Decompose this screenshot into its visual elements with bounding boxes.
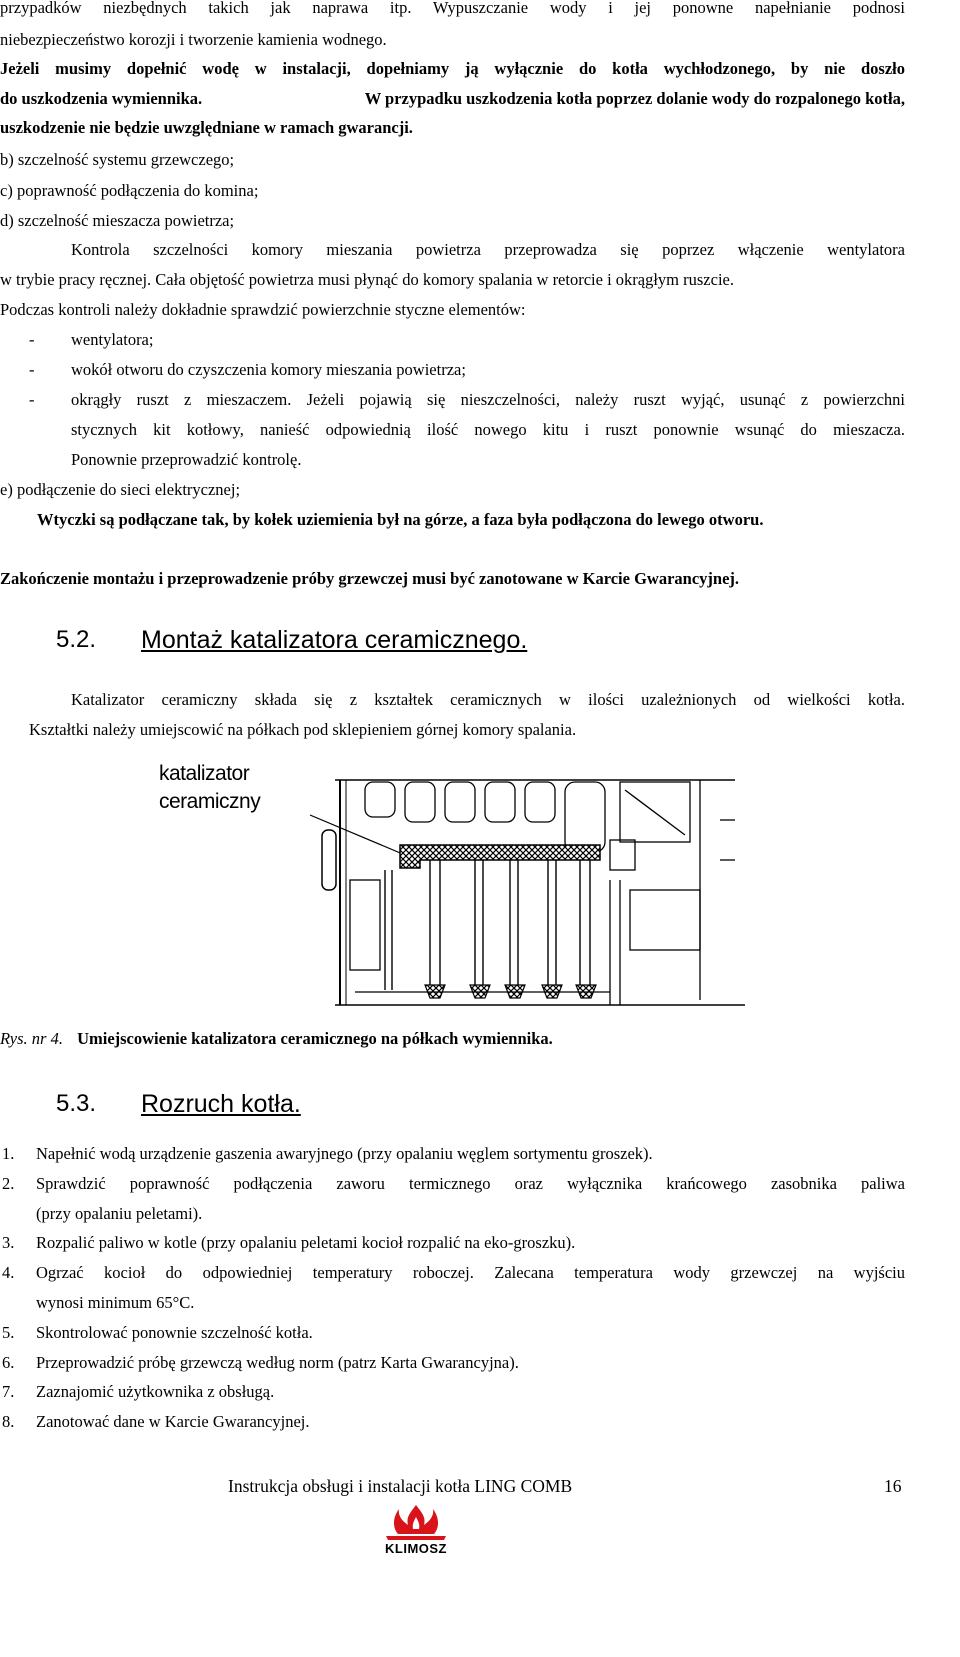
- bold-warning-part: W przypadku uszkodzenia kotła poprzez dolanie wody do rozpalonego kotła,: [364, 89, 905, 108]
- step-text: wynosi minimum 65°C.: [36, 1293, 195, 1312]
- step-text: Sprawdzić poprawność podłączenia zaworu termicznego oraz wyłącznika krańcowego zasobnika paliwa: [36, 1173, 905, 1193]
- step-number: 1.: [2, 1144, 15, 1163]
- step-number: 4.: [2, 1263, 15, 1283]
- step-text: (przy opalaniu peletami).: [36, 1203, 203, 1223]
- bold-warning-line: uszkodzenie nie będzie uwzględniane w ramach gwarancji.: [0, 118, 413, 137]
- section-title: Montaż katalizatora ceramicznego.: [141, 626, 528, 654]
- step-text: Ogrzać kocioł do odpowiedniej temperatury roboczej. Zalecana temperatura wody grzewczej na wyjściu: [36, 1263, 905, 1283]
- dash-marker: -: [29, 330, 35, 349]
- dash-item: wokół otworu do czyszczenia komory mieszania powietrza;: [71, 360, 466, 379]
- bold-warning-line: Jeżeli musimy dopełnić wodę w instalacji, dopełniamy ją wyłącznie do kotła wychłodzonego, by nie doszło: [0, 59, 905, 78]
- logo-text: KLIMOSZ: [385, 1541, 447, 1556]
- text-line: niebezpieczeństwo korozji i tworzenie kamienia wodnego.: [0, 30, 387, 49]
- paragraph-line: w trybie pracy ręcznej. Cała objętość powietrza musi płynąć do komory spalania w retorcie i okrągłym ruszcie.: [0, 270, 734, 289]
- step-number: 5.: [2, 1322, 15, 1342]
- text-line: przypadków niezbędnych takich jak naprawa itp. Wypuszczanie wody i jej ponowne napełnianie podnosi: [0, 0, 905, 17]
- step-number: 3.: [2, 1233, 15, 1253]
- step-text: Przeprowadzić próbę grzewczą według norm (patrz Karta Gwarancyjna).: [36, 1352, 519, 1372]
- figure-label: ceramiczny: [159, 790, 261, 813]
- plug-note: Wtyczki są podłączane tak, by kołek uziemienia był na górze, a faza była podłączona do lewego otworu.: [37, 510, 764, 529]
- footer-title: Instrukcja obsługi i instalacji kotła LING COMB: [228, 1476, 573, 1496]
- figure-label: katalizator: [159, 762, 250, 785]
- dash-item: Ponownie przeprowadzić kontrolę.: [71, 450, 302, 469]
- dash-item: okrągły ruszt z mieszaczem. Jeżeli pojawią się nieszczelności, należy ruszt wyjąć, usunąć z powierzchni: [71, 390, 905, 409]
- bold-warning-part: do uszkodzenia wymiennika.: [0, 89, 203, 108]
- dash-item: stycznych kit kotłowy, nanieść odpowiednią ilość nowego kitu i ruszt ponownie wsunąć do mieszacza.: [71, 420, 905, 439]
- section-number: 5.2.: [56, 626, 97, 653]
- paragraph-line: Podczas kontroli należy dokładnie sprawdzić powierzchnie styczne elementów:: [0, 300, 526, 319]
- flame-icon: [376, 1503, 456, 1543]
- step-text: Zanotować dane w Karcie Gwarancyjnej.: [36, 1412, 310, 1432]
- check-item-d: d) szczelność mieszacza powietrza;: [0, 211, 235, 230]
- bold-warning-line: [0, 89, 905, 109]
- step-number: 6.: [2, 1352, 15, 1372]
- figure-caption: [0, 1029, 553, 1049]
- dash-marker: -: [29, 390, 35, 409]
- dash-marker: -: [29, 360, 35, 379]
- step-text: Zaznajomić użytkownika z obsługą.: [36, 1382, 275, 1402]
- step-text: Napełnić wodą urządzenie gaszenia awaryjnego (przy opalaniu węglem sortymentu groszek).: [36, 1144, 653, 1163]
- paragraph-line: Kontrola szczelności komory mieszania powietrza przeprowadza się poprzez włączenie wentylatora: [71, 240, 905, 259]
- step-number: 2.: [2, 1173, 15, 1193]
- check-item-c: c) poprawność podłączenia do komina;: [0, 181, 259, 200]
- section-number: 5.3.: [56, 1090, 97, 1117]
- paragraph-line: Katalizator ceramiczny składa się z kształtek ceramicznych w ilości uzależnionych od wielkości kotła.: [71, 690, 905, 709]
- paragraph-line: Kształtki należy umiejscowić na półkach pod sklepieniem górnej komory spalania.: [29, 720, 577, 739]
- dash-item: wentylatora;: [71, 330, 154, 349]
- step-number: 8.: [2, 1412, 15, 1432]
- step-text: Rozpalić paliwo w kotle (przy opalaniu peletami kocioł rozpalić na eko-groszku).: [36, 1233, 576, 1253]
- check-item-e: e) podłączenie do sieci elektrycznej;: [0, 480, 241, 499]
- caption-prefix: Rys. nr 4.: [0, 1029, 63, 1048]
- section-title: Rozruch kotła.: [141, 1090, 301, 1118]
- caption-text: Umiejscowienie katalizatora ceramicznego na półkach wymiennika.: [77, 1029, 553, 1048]
- klimosz-logo: [376, 1503, 456, 1557]
- page-number: 16: [884, 1476, 902, 1496]
- step-text: Skontrolować ponownie szczelność kotła.: [36, 1322, 313, 1342]
- finish-note: Zakończenie montażu i przeprowadzenie próby grzewczej musi być zanotowane w Karcie Gwarancyjnej.: [0, 569, 740, 588]
- pointer-line: [310, 815, 405, 855]
- boiler-diagram: [280, 760, 750, 1015]
- check-item-b: b) szczelność systemu grzewczego;: [0, 150, 235, 169]
- step-number: 7.: [2, 1382, 15, 1402]
